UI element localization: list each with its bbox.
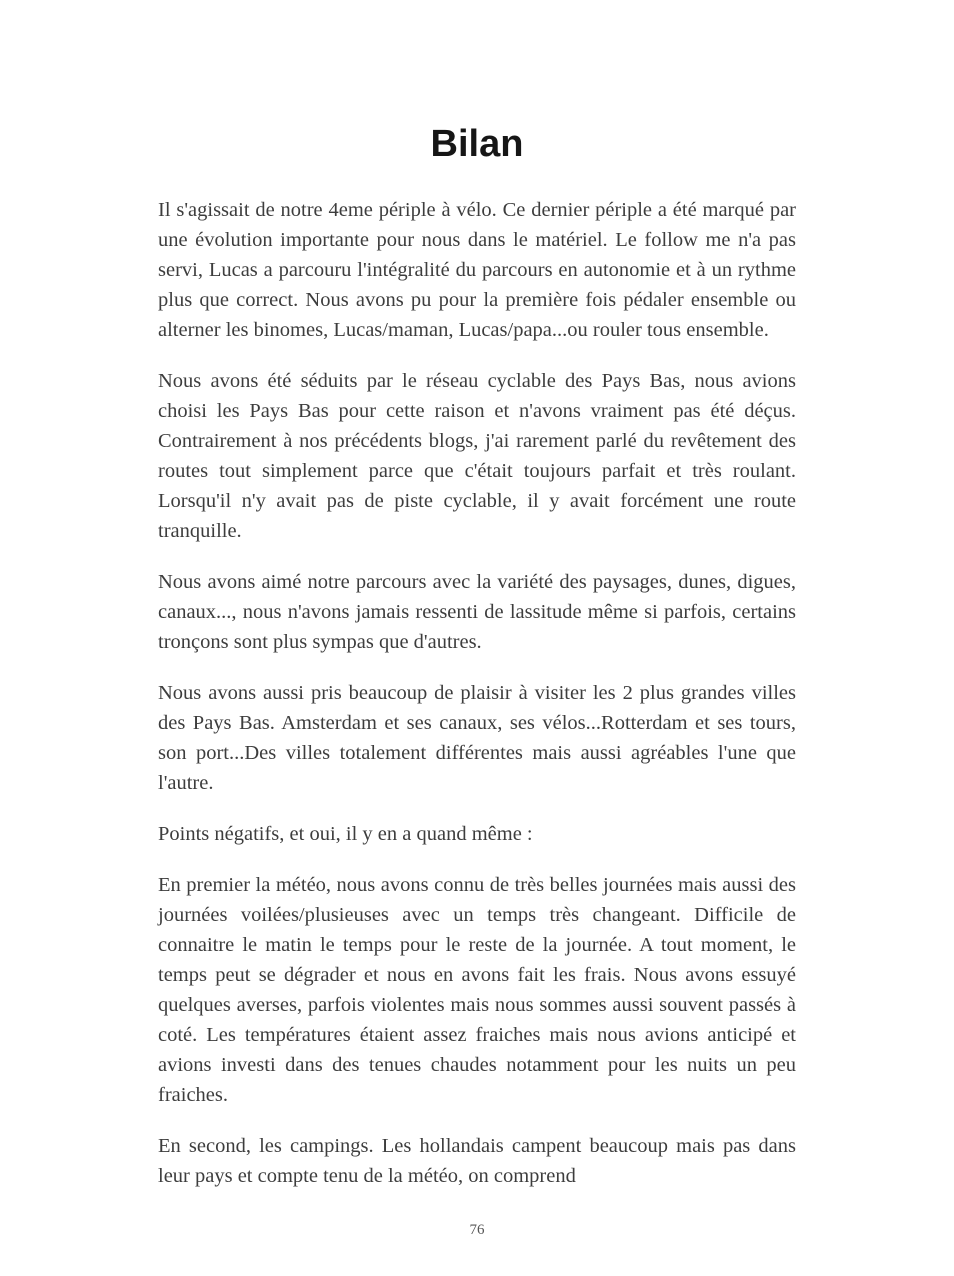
paragraph-intro-trip: Il s'agissait de notre 4eme périple à vélo. Ce dernier périple a été marqué par une évolution importante pour nous dans le matériel. Le follow me n'a pas servi, Lucas a parcouru l'intégralité du parcours en autonomie et à un rythme plus que correct. Nous avons pu pour la première fois pédaler ensemble ou alterner les binomes, Lucas/maman, Lucas/papa...ou rouler tous ensemble.	[158, 199, 796, 341]
paragraph-cycle-network: Nous avons été séduits par le réseau cyclable des Pays Bas, nous avions choisi les Pays Bas pour cette raison et n'avons vraiment pas été déçus. Contrairement à nos précédents blogs, j'ai rarement parlé du revêtement des routes tout simplement parce que c'était toujours parfait et très roulant. Lorsqu'il n'y avait pas de piste cyclable, il y avait forcément une route tranquille.	[158, 370, 796, 542]
paragraph-weather: En premier la météo, nous avons connu de très belles journées mais aussi des journées voilées/plusieuses avec un temps très changeant. Difficile de connaitre le matin le temps pour le reste de la journée. A tout moment, le temps peut se dégrader et nous en avons fait les frais. Nous avons essuyé quelques averses, parfois violentes mais nous sommes aussi souvent passés à coté. Les températures étaient assez fraiches mais nous avions anticipé et avions investi dans des tenues chaudes notamment pour les nuits un peu fraiches.	[158, 874, 796, 1106]
page-number: 76	[469, 1222, 485, 1238]
document-body	[158, 195, 796, 1191]
paragraph-negative-points-heading: Points négatifs, et oui, il y en a quand même :	[158, 823, 533, 845]
page-title: Bilan	[430, 123, 524, 165]
paragraph-campings: En second, les campings. Les hollandais campent beaucoup mais pas dans leur pays et compte tenu de la météo, on comprend	[158, 1135, 796, 1187]
paragraph-cities: Nous avons aussi pris beaucoup de plaisir à visiter les 2 plus grandes villes des Pays Bas. Amsterdam et ses canaux, ses vélos...Rotterdam et ses tours, son port...Des villes totalement différentes mais aussi agréables l'une que l'autre.	[158, 682, 796, 794]
document-page	[158, 0, 796, 1276]
paragraph-landscapes: Nous avons aimé notre parcours avec la variété des paysages, dunes, digues, canaux..., nous n'avons jamais ressenti de lassitude même si parfois, certains tronçons sont plus sympas que d'autres.	[158, 571, 796, 653]
